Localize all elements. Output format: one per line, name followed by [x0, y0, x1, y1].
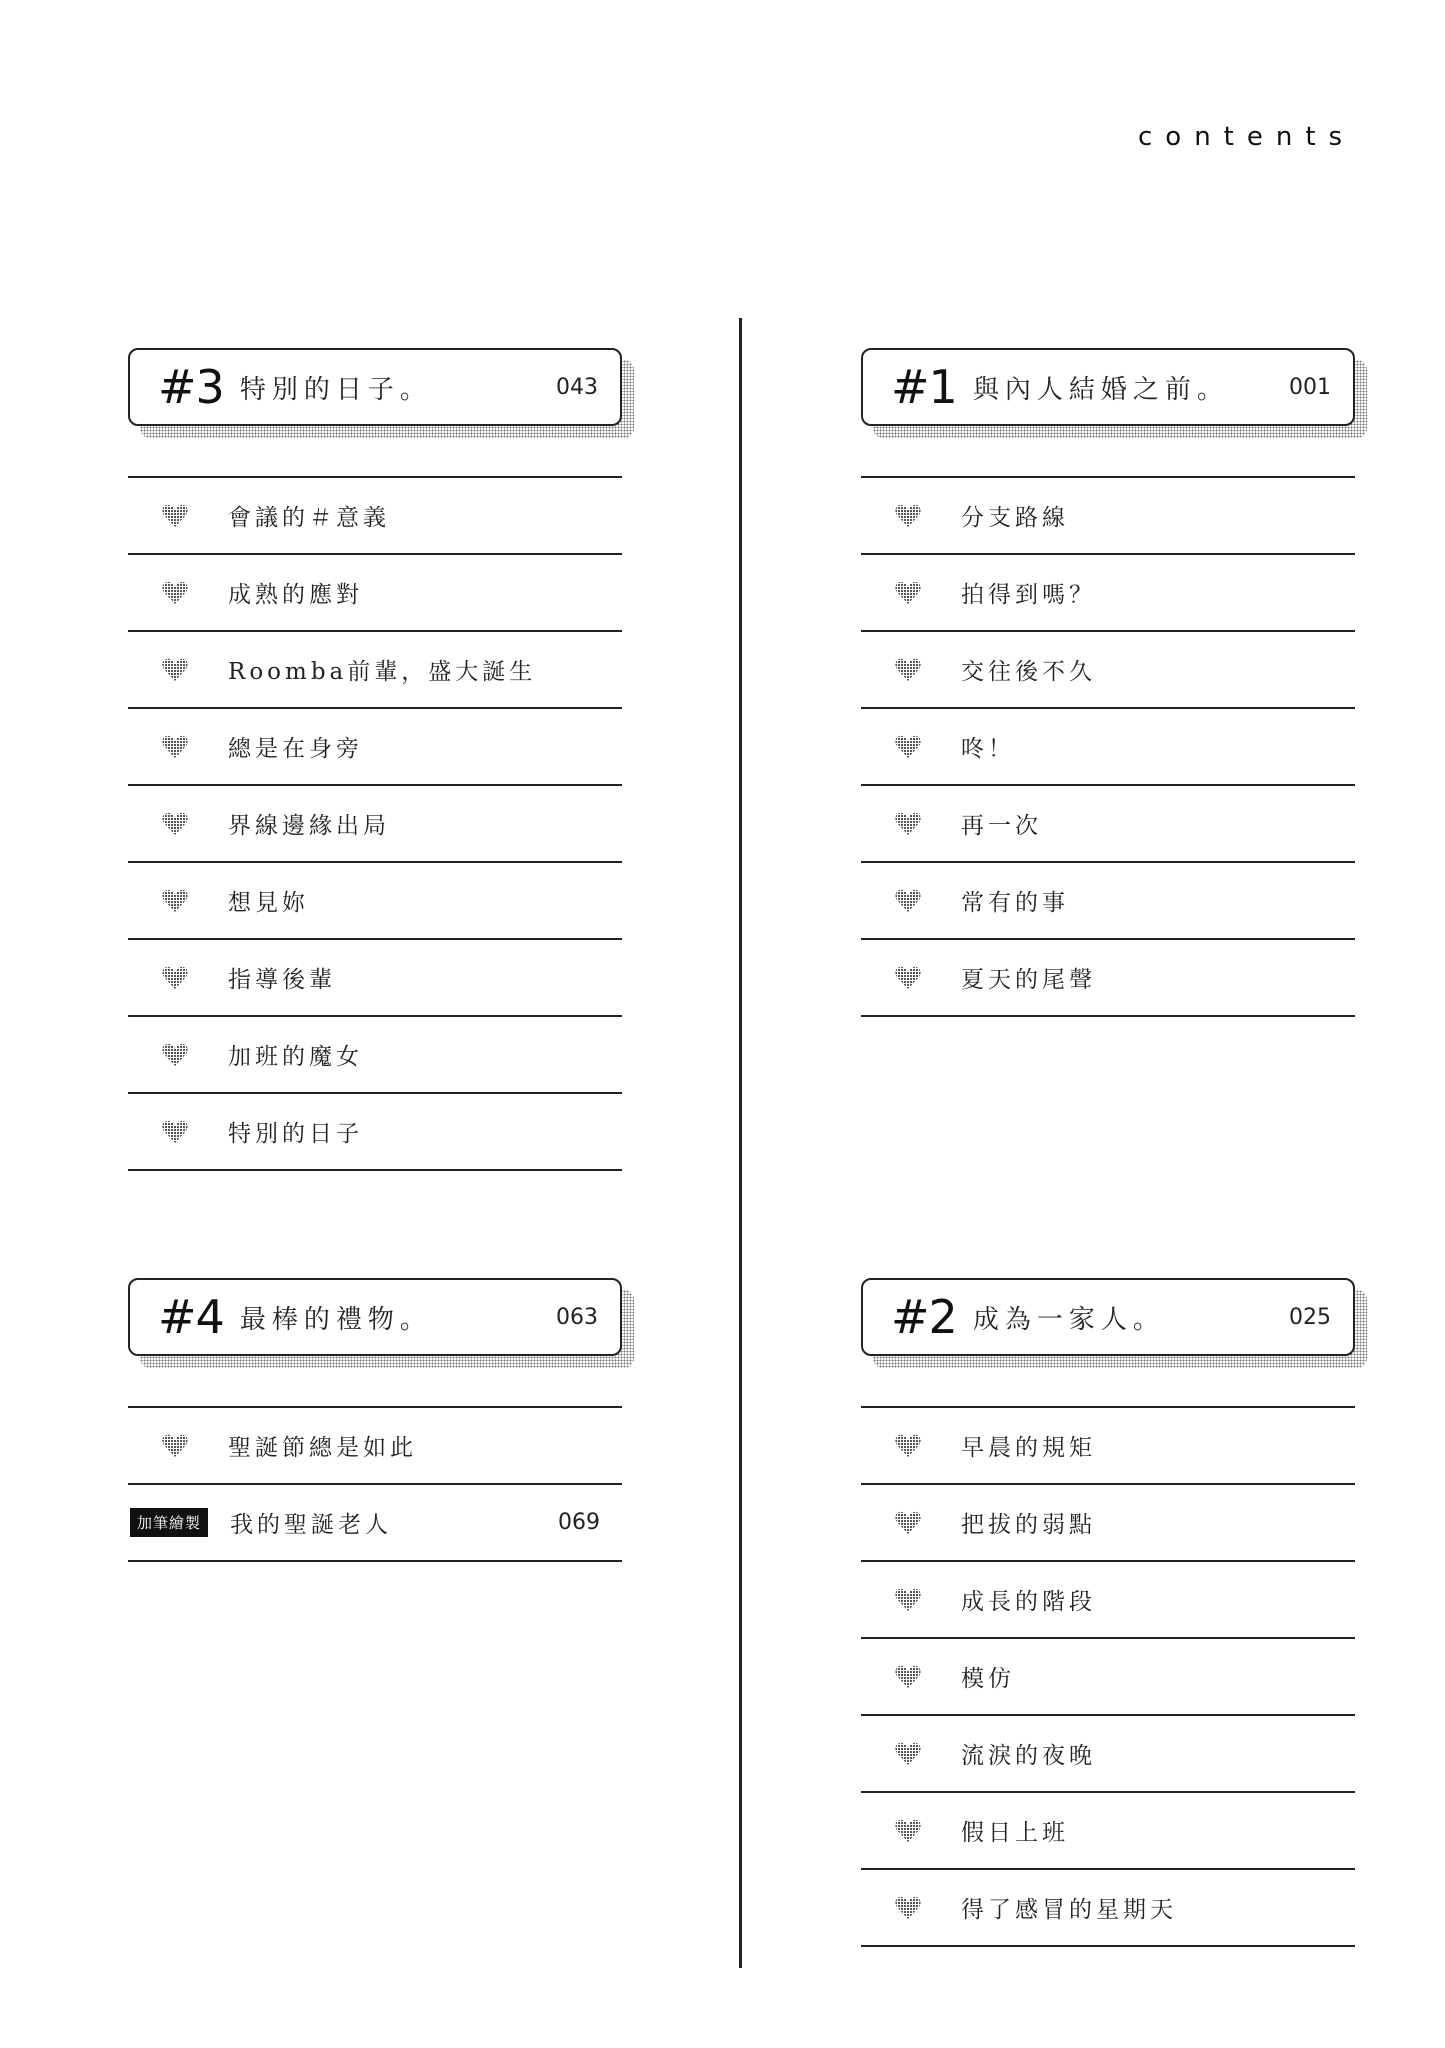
chapter-1-heading[interactable]: [861, 348, 1355, 426]
list-item[interactable]: [128, 478, 622, 555]
item-title: 我的聖誕老人: [230, 1512, 393, 1538]
list-item[interactable]: [128, 1408, 622, 1485]
heart-icon: [895, 889, 921, 913]
item-title: 成熟的應對: [228, 582, 363, 608]
heart-icon: [895, 1665, 921, 1689]
list-item[interactable]: [861, 1408, 1355, 1485]
heart-icon: [162, 1043, 188, 1067]
heart-icon: [162, 735, 188, 759]
chapter-4-list: [128, 1406, 622, 1562]
list-item[interactable]: [861, 478, 1355, 555]
list-item[interactable]: [861, 1485, 1355, 1562]
chapter-title: 成為一家人。: [972, 1304, 1165, 1335]
chapter-page: 001: [1289, 374, 1331, 400]
chapter-2-list: [861, 1406, 1355, 1947]
heart-icon: [162, 966, 188, 990]
list-item[interactable]: [128, 632, 622, 709]
list-item[interactable]: [861, 863, 1355, 940]
item-title: 成長的階段: [961, 1589, 1096, 1615]
item-title: 早晨的規矩: [961, 1435, 1096, 1461]
item-title: 得了感冒的星期天: [961, 1897, 1177, 1923]
chapter-title: 特別的日子。: [239, 374, 432, 405]
heart-icon: [895, 504, 921, 528]
heart-icon: [895, 812, 921, 836]
chapter-page: 043: [556, 374, 598, 400]
item-title: 模仿: [961, 1666, 1015, 1692]
chapter-1-section: [861, 348, 1355, 1017]
item-title: 把拔的弱點: [961, 1512, 1096, 1538]
list-item[interactable]: [861, 632, 1355, 709]
heart-icon: [162, 1120, 188, 1144]
item-title: 咚！: [961, 736, 1015, 762]
chapter-page: 025: [1289, 1304, 1331, 1330]
chapter-2-heading[interactable]: [861, 1278, 1355, 1356]
item-title: 交往後不久: [961, 659, 1096, 685]
chapter-3-list: [128, 476, 622, 1171]
heart-icon: [895, 1896, 921, 1920]
chapter-page: 063: [556, 1304, 598, 1330]
list-item[interactable]: [861, 786, 1355, 863]
item-page: 069: [558, 1510, 600, 1535]
heart-icon: [895, 1511, 921, 1535]
column-divider: [739, 318, 742, 1968]
list-item[interactable]: [861, 1870, 1355, 1947]
heart-icon: [895, 1588, 921, 1612]
heart-icon: [162, 581, 188, 605]
list-item[interactable]: [861, 1639, 1355, 1716]
list-item[interactable]: [861, 940, 1355, 1017]
list-item[interactable]: [861, 1716, 1355, 1793]
chapter-2-section: [861, 1278, 1355, 1947]
item-title: 指導後輩: [228, 967, 336, 993]
bonus-badge: 加筆繪製: [130, 1508, 208, 1537]
item-title: 加班的魔女: [228, 1044, 363, 1070]
item-title: 流淚的夜晚: [961, 1743, 1096, 1769]
list-item[interactable]: [861, 709, 1355, 786]
chapter-3-section: [128, 348, 622, 1171]
item-title: 假日上班: [961, 1820, 1069, 1846]
list-item[interactable]: [861, 1793, 1355, 1870]
list-item[interactable]: [128, 863, 622, 940]
chapter-number: #1: [891, 360, 957, 414]
heart-icon: [895, 1742, 921, 1766]
heart-icon: [895, 1819, 921, 1843]
list-item[interactable]: [861, 1562, 1355, 1639]
heart-icon: [895, 658, 921, 682]
list-item[interactable]: [861, 555, 1355, 632]
heart-icon: [162, 889, 188, 913]
list-item[interactable]: [128, 786, 622, 863]
item-title: 想見妳: [228, 890, 309, 916]
heart-icon: [162, 658, 188, 682]
chapter-title: 最棒的禮物。: [239, 1304, 432, 1335]
heart-icon: [895, 735, 921, 759]
item-title: 常有的事: [961, 890, 1069, 916]
item-title: 拍得到嗎？: [961, 582, 1096, 608]
heart-icon: [162, 504, 188, 528]
list-item[interactable]: [128, 1094, 622, 1171]
chapter-title: 與內人結婚之前。: [972, 374, 1229, 405]
chapter-3-heading[interactable]: [128, 348, 622, 426]
list-item[interactable]: [128, 1017, 622, 1094]
item-title: 分支路線: [961, 505, 1069, 531]
heart-icon: [162, 1434, 188, 1458]
chapter-number: #2: [891, 1290, 957, 1344]
item-title: 特別的日子: [228, 1121, 363, 1147]
item-title: Roomba前輩，盛大誕生: [228, 659, 537, 685]
item-title: 總是在身旁: [228, 736, 363, 762]
chapter-1-list: [861, 476, 1355, 1017]
list-item[interactable]: [128, 709, 622, 786]
item-title: 再一次: [961, 813, 1042, 839]
heart-icon: [162, 812, 188, 836]
item-title: 界線邊緣出局: [228, 813, 390, 839]
contents-label: contents: [1138, 122, 1356, 152]
heart-icon: [895, 966, 921, 990]
chapter-4-heading[interactable]: [128, 1278, 622, 1356]
item-title: 聖誕節總是如此: [228, 1435, 417, 1461]
chapter-number: #3: [158, 360, 224, 414]
chapter-number: #4: [158, 1290, 224, 1344]
heart-icon: [895, 581, 921, 605]
list-item-bonus[interactable]: [128, 1485, 622, 1562]
list-item[interactable]: [128, 555, 622, 632]
heart-icon: [895, 1434, 921, 1458]
item-title: 會議的＃意義: [228, 505, 390, 531]
list-item[interactable]: [128, 940, 622, 1017]
chapter-4-section: [128, 1278, 622, 1562]
item-title: 夏天的尾聲: [961, 967, 1096, 993]
